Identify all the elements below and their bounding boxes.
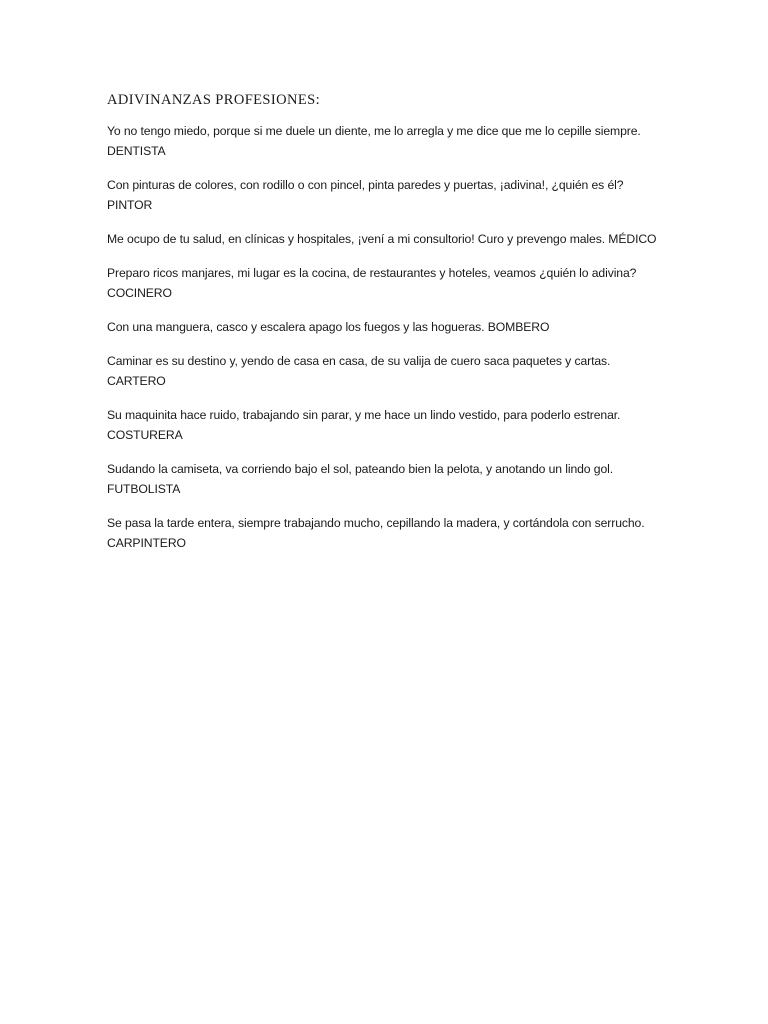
riddle-paragraph: Con pinturas de colores, con rodillo o con pincel, pinta paredes y puertas, ¡adivina!, ¿quién es él? PINTOR <box>107 178 624 212</box>
riddle-paragraph: Preparo ricos manjares, mi lugar es la cocina, de restaurantes y hoteles, veamos ¿quién lo adivina? COCINERO <box>107 266 637 300</box>
document-page <box>107 92 667 567</box>
riddle-paragraph: Me ocupo de tu salud, en clínicas y hospitales, ¡vení a mi consultorio! Curo y prevengo males. MÉDICO <box>107 232 657 246</box>
riddle-paragraph: Se pasa la tarde entera, siempre trabajando mucho, cepillando la madera, y cortándola con serrucho. CARPINTERO <box>107 516 645 550</box>
riddle-paragraph: Con una manguera, casco y escalera apago los fuegos y las hogueras. BOMBERO <box>107 320 550 334</box>
riddle-paragraph: Su maquinita hace ruido, trabajando sin parar, y me hace un lindo vestido, para poderlo estrenar. COSTURERA <box>107 408 621 442</box>
riddle-paragraph: Sudando la camiseta, va corriendo bajo el sol, pateando bien la pelota, y anotando un lindo gol. FUTBOLISTA <box>107 462 614 496</box>
riddle-paragraph: Yo no tengo miedo, porque si me duele un diente, me lo arregla y me dice que me lo cepille siempre. DENTISTA <box>107 124 641 158</box>
document-title: ADIVINANZAS PROFESIONES: <box>107 92 321 108</box>
riddle-paragraph: Caminar es su destino y, yendo de casa en casa, de su valija de cuero saca paquetes y cartas. CARTERO <box>107 354 611 388</box>
